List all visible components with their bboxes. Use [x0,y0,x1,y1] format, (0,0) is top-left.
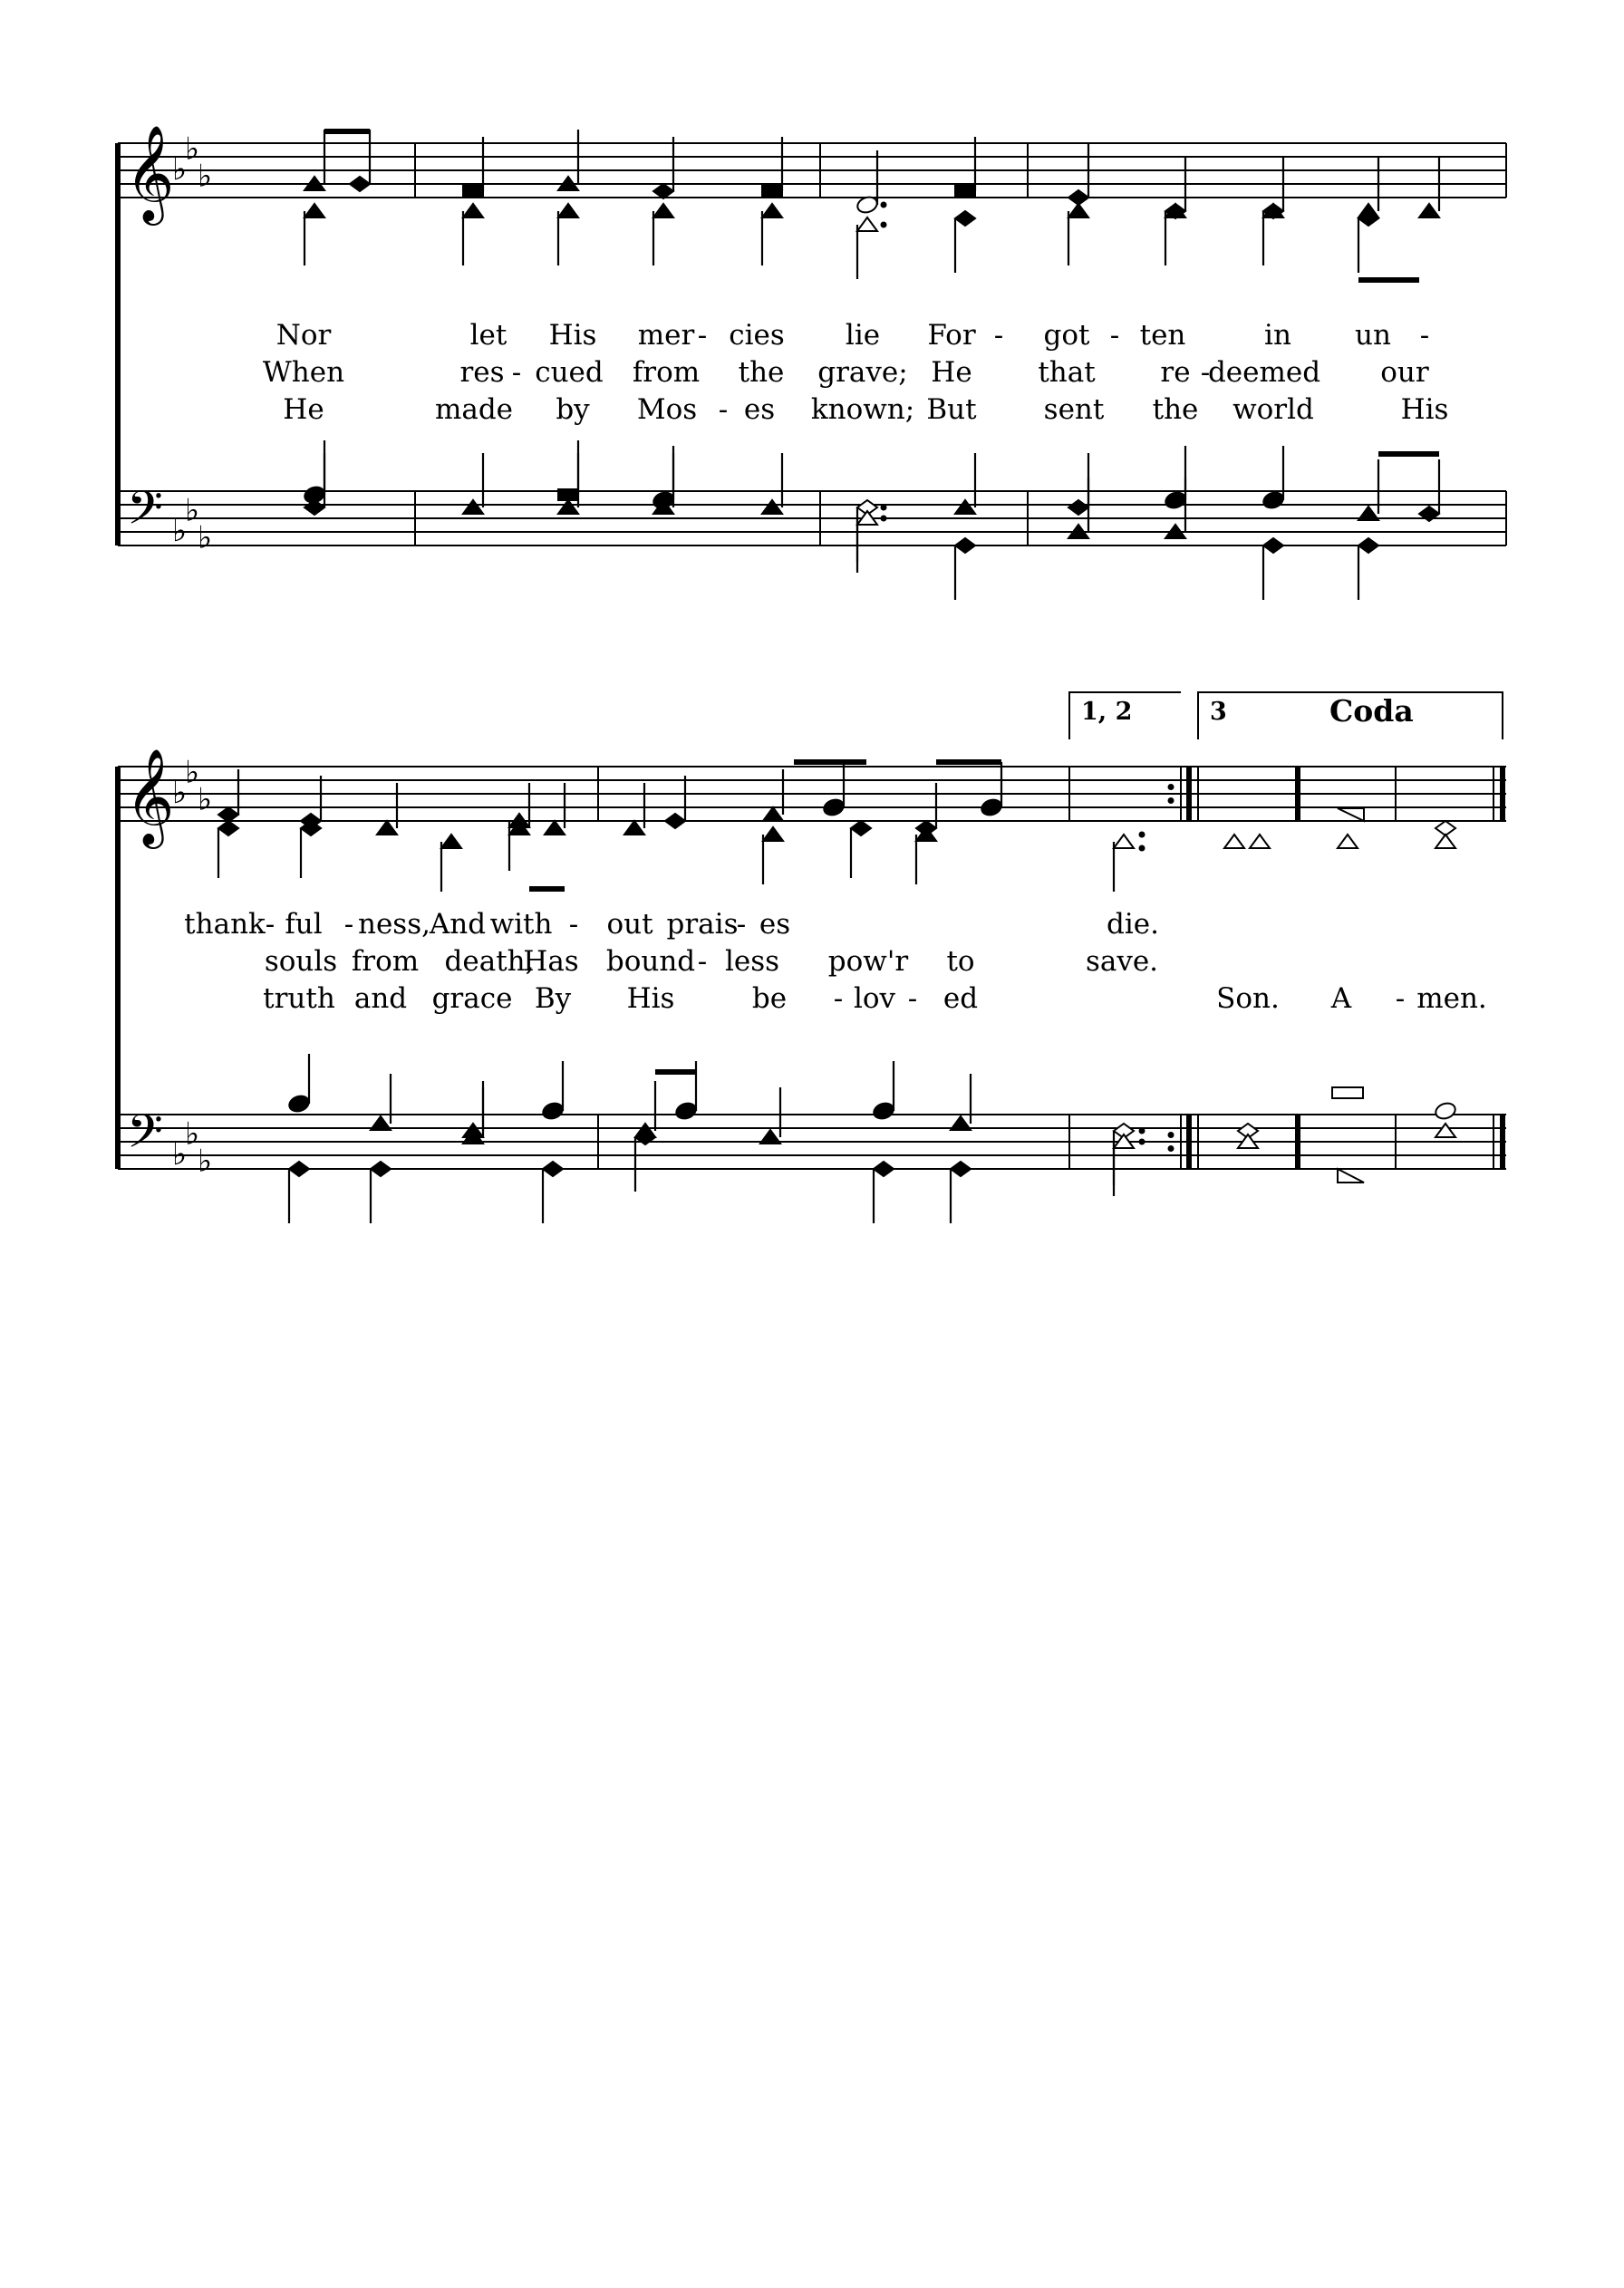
note-beam [936,759,1001,765]
triangle-notehead [304,204,324,217]
lyric-verse-1: lie [845,319,881,352]
triangle-notehead [1358,507,1378,520]
lyric-verse-2: from [351,945,420,978]
diamond-notehead [543,1162,563,1176]
note-beam [1378,451,1439,457]
lyric-verse-2: re [1160,356,1191,389]
lyric-verse-3: - [833,982,844,1015]
triangle-notehead [763,827,783,841]
triangle-notehead [441,835,461,848]
lyric-verse-3: - [1395,982,1406,1015]
lyric-verse-1: prais [666,908,739,941]
lyric-verse-2: from [632,356,701,389]
round-notehead [541,1101,565,1122]
lyric-verse-1: mer [637,319,695,352]
diamond-notehead [653,184,673,198]
flat-sign: ♭ [185,130,200,168]
lyric-verse-3: But [926,393,977,426]
triangle-notehead [760,1130,780,1144]
lyric-verse-1: - [568,908,579,941]
lyric-verse-2: - [511,356,522,389]
lyric-verse-1: ness, [358,908,430,941]
augmentation-dot [1139,832,1146,838]
augmentation-dot [881,516,887,522]
diamond-notehead [304,500,324,515]
lyric-verse-1: let [469,319,508,352]
lyric-verse-1: - [697,319,708,352]
lyric-verse-3: truth [263,982,335,1015]
lyric-verse-2: Has [523,945,579,978]
round-notehead [872,1101,895,1122]
lyric-verse-1: thank [184,908,266,941]
lyric-verse-2: save. [1085,945,1159,978]
round-notehead [980,797,1003,818]
triangle-notehead [1068,204,1088,217]
lyric-verse-2: deemed [1207,356,1321,389]
triangle-notehead [1419,204,1439,217]
triangle-notehead [463,204,483,217]
flat-sign: ♭ [172,775,188,811]
triangle-notehead [857,217,877,231]
flat-sign: ♭ [172,1136,188,1173]
augmentation-dot [881,222,887,228]
flat-sign: ♭ [198,519,213,556]
lyric-verse-1: Nor [276,319,332,352]
diamond-notehead [1068,500,1088,515]
lyric-verse-2: He [931,356,972,389]
lyric-verse-1: got [1043,319,1090,352]
lyric-verse-2: grave; [817,356,908,389]
repeat-dot [1168,1145,1174,1152]
lyric-verse-2: death, [444,945,535,978]
diamond-notehead [350,177,370,191]
square-notehead [558,489,578,500]
lyric-verse-1: out [606,908,653,941]
round-notehead [674,1101,698,1122]
square-notehead [955,186,975,197]
lyric-verse-1: - [1419,319,1430,352]
lyric-verse-2: pow'r [827,945,909,978]
treble-clef-1: 𝄞 [125,124,175,221]
lyric-verse-1: - [993,319,1004,352]
lyric-verse-2: to [946,945,975,978]
augmentation-dot [1139,845,1146,852]
lyric-verse-3: His [1400,393,1449,426]
diamond-notehead [874,1162,894,1176]
lyric-verse-2: that [1038,356,1096,389]
lyric-verse-2: res [459,356,505,389]
volta-label-1-2: 1, 2 [1081,698,1133,726]
lyric-verse-2: our [1380,356,1429,389]
round-notehead [1164,490,1187,511]
lyric-verse-2: bound [605,945,696,978]
triangle-notehead [1436,835,1455,848]
lyric-verse-3: sent [1043,393,1105,426]
bass-clef-1: 𝄢 [127,480,163,546]
flat-sign: ♭ [185,492,200,529]
lyric-verse-2: less [724,945,780,978]
lyric-verse-1: in [1264,319,1291,352]
lyric-verse-3: A [1330,982,1352,1015]
triangle-notehead [951,1116,971,1130]
diamond-notehead [1358,538,1378,553]
lyric-verse-3: His [626,982,675,1015]
staves-layer [118,124,1506,1180]
lyric-verse-3: - [718,393,729,426]
repeat-dot [1168,1132,1174,1138]
triangle-notehead [1250,835,1270,848]
lyric-verse-1: es [759,908,791,941]
lyric-verse-1: un [1355,319,1391,352]
lyric-verse-3: made [434,393,514,426]
lyric-verse-3: known; [810,393,915,426]
repeat-dot [1168,797,1174,804]
lyric-verse-1: die. [1107,908,1159,941]
lyric-verse-3: He [283,393,324,426]
lyric-verse-1: with [489,908,553,941]
triangle-notehead [545,821,565,835]
lyric-verse-3: By [534,982,572,1015]
triangle-notehead [558,500,578,514]
note-beam [1358,277,1419,283]
flat-sign: ♭ [172,513,188,549]
triangle-notehead [955,500,975,514]
diamond-notehead [289,1162,309,1176]
triangle-notehead [371,1116,391,1130]
square-notehead [463,186,483,197]
half-note-triangle [1338,1169,1364,1183]
augmentation-dot [881,505,887,511]
repeat-dot [1168,784,1174,790]
lyric-verse-1: ful [285,908,323,941]
half-note-flag [1338,808,1364,821]
lyric-verse-1: For [927,319,976,352]
diamond-notehead [951,1162,971,1176]
breve-notehead [1332,1087,1363,1098]
lyric-verse-1: His [548,319,597,352]
coda-label: Coda [1329,693,1414,729]
round-notehead [1434,1101,1457,1122]
flat-sign: ♭ [198,781,213,818]
triangle-notehead [377,821,397,835]
round-notehead [287,1094,311,1115]
lyric-verse-1: - [265,908,276,941]
lyric-verse-3: - [907,982,918,1015]
flat-sign: ♭ [185,1115,200,1153]
lyric-verse-2: - [697,945,708,978]
square-notehead [762,186,782,197]
lyric-verse-3: es [743,393,776,426]
triangle-notehead [1436,1124,1455,1137]
note-beam [324,129,370,134]
diamond-notehead [218,821,238,835]
lyric-verse-2: the [738,356,785,389]
triangle-notehead [763,807,783,821]
triangle-notehead [463,500,483,514]
lyric-verse-3: men. [1416,982,1487,1015]
lyrics-layer [184,319,1487,1015]
triangle-notehead [1114,835,1134,848]
note-beam [794,759,866,765]
lyric-verse-1: ten [1139,319,1186,352]
lyric-verse-3: ed [942,982,979,1015]
diamond-notehead [851,821,871,835]
treble-clef-2: 𝄞 [125,748,175,845]
lyric-verse-2: - [1200,356,1211,389]
flat-sign: ♭ [198,158,213,195]
lyric-verse-1: - [1109,319,1120,352]
round-notehead [822,797,846,818]
flat-sign: ♭ [172,151,188,188]
triangle-notehead [1338,835,1358,848]
triangle-notehead [762,500,782,514]
lyric-verse-3: and [353,982,408,1015]
lyric-verse-3: grace [431,982,513,1015]
lyric-verse-1: And [429,908,487,941]
augmentation-dot [881,202,887,208]
diamond-notehead [955,538,975,553]
diamond-notehead [371,1162,391,1176]
lyric-verse-2: cued [535,356,604,389]
flat-sign: ♭ [185,754,200,791]
lyric-verse-2: When [262,356,345,389]
notes-layer [218,129,1457,1223]
triangle-notehead [653,204,673,217]
lyric-verse-3: lov [853,982,896,1015]
diamond-notehead [218,807,238,822]
diamond-notehead [955,211,975,226]
lyric-verse-3: be [751,982,788,1015]
note-beam [529,886,565,892]
augmentation-dot [1139,1128,1146,1134]
augmentation-dot [1139,1139,1146,1145]
bass-clef-2: 𝄢 [127,1104,163,1170]
round-notehead [1262,490,1285,511]
lyric-verse-3: world [1232,393,1314,426]
lyric-verse-3: the [1152,393,1199,426]
lyric-verse-3: Son. [1216,982,1280,1015]
note-beam [655,1069,696,1075]
lyric-verse-3: by [556,393,590,426]
volta-label-3: 3 [1210,698,1227,726]
triangle-notehead [558,204,578,217]
diamond-notehead [665,814,685,828]
triangle-notehead [762,204,782,217]
lyric-verse-1: - [736,908,747,941]
lyric-verse-1: - [343,908,354,941]
lyric-verse-3: Mos [636,393,698,426]
lyric-verse-1: cies [729,319,785,352]
flat-sign: ♭ [198,1143,213,1180]
triangle-notehead [624,821,644,835]
diamond-notehead [1263,538,1283,553]
triangle-notehead [1224,835,1244,848]
lyric-verse-2: souls [264,945,338,978]
